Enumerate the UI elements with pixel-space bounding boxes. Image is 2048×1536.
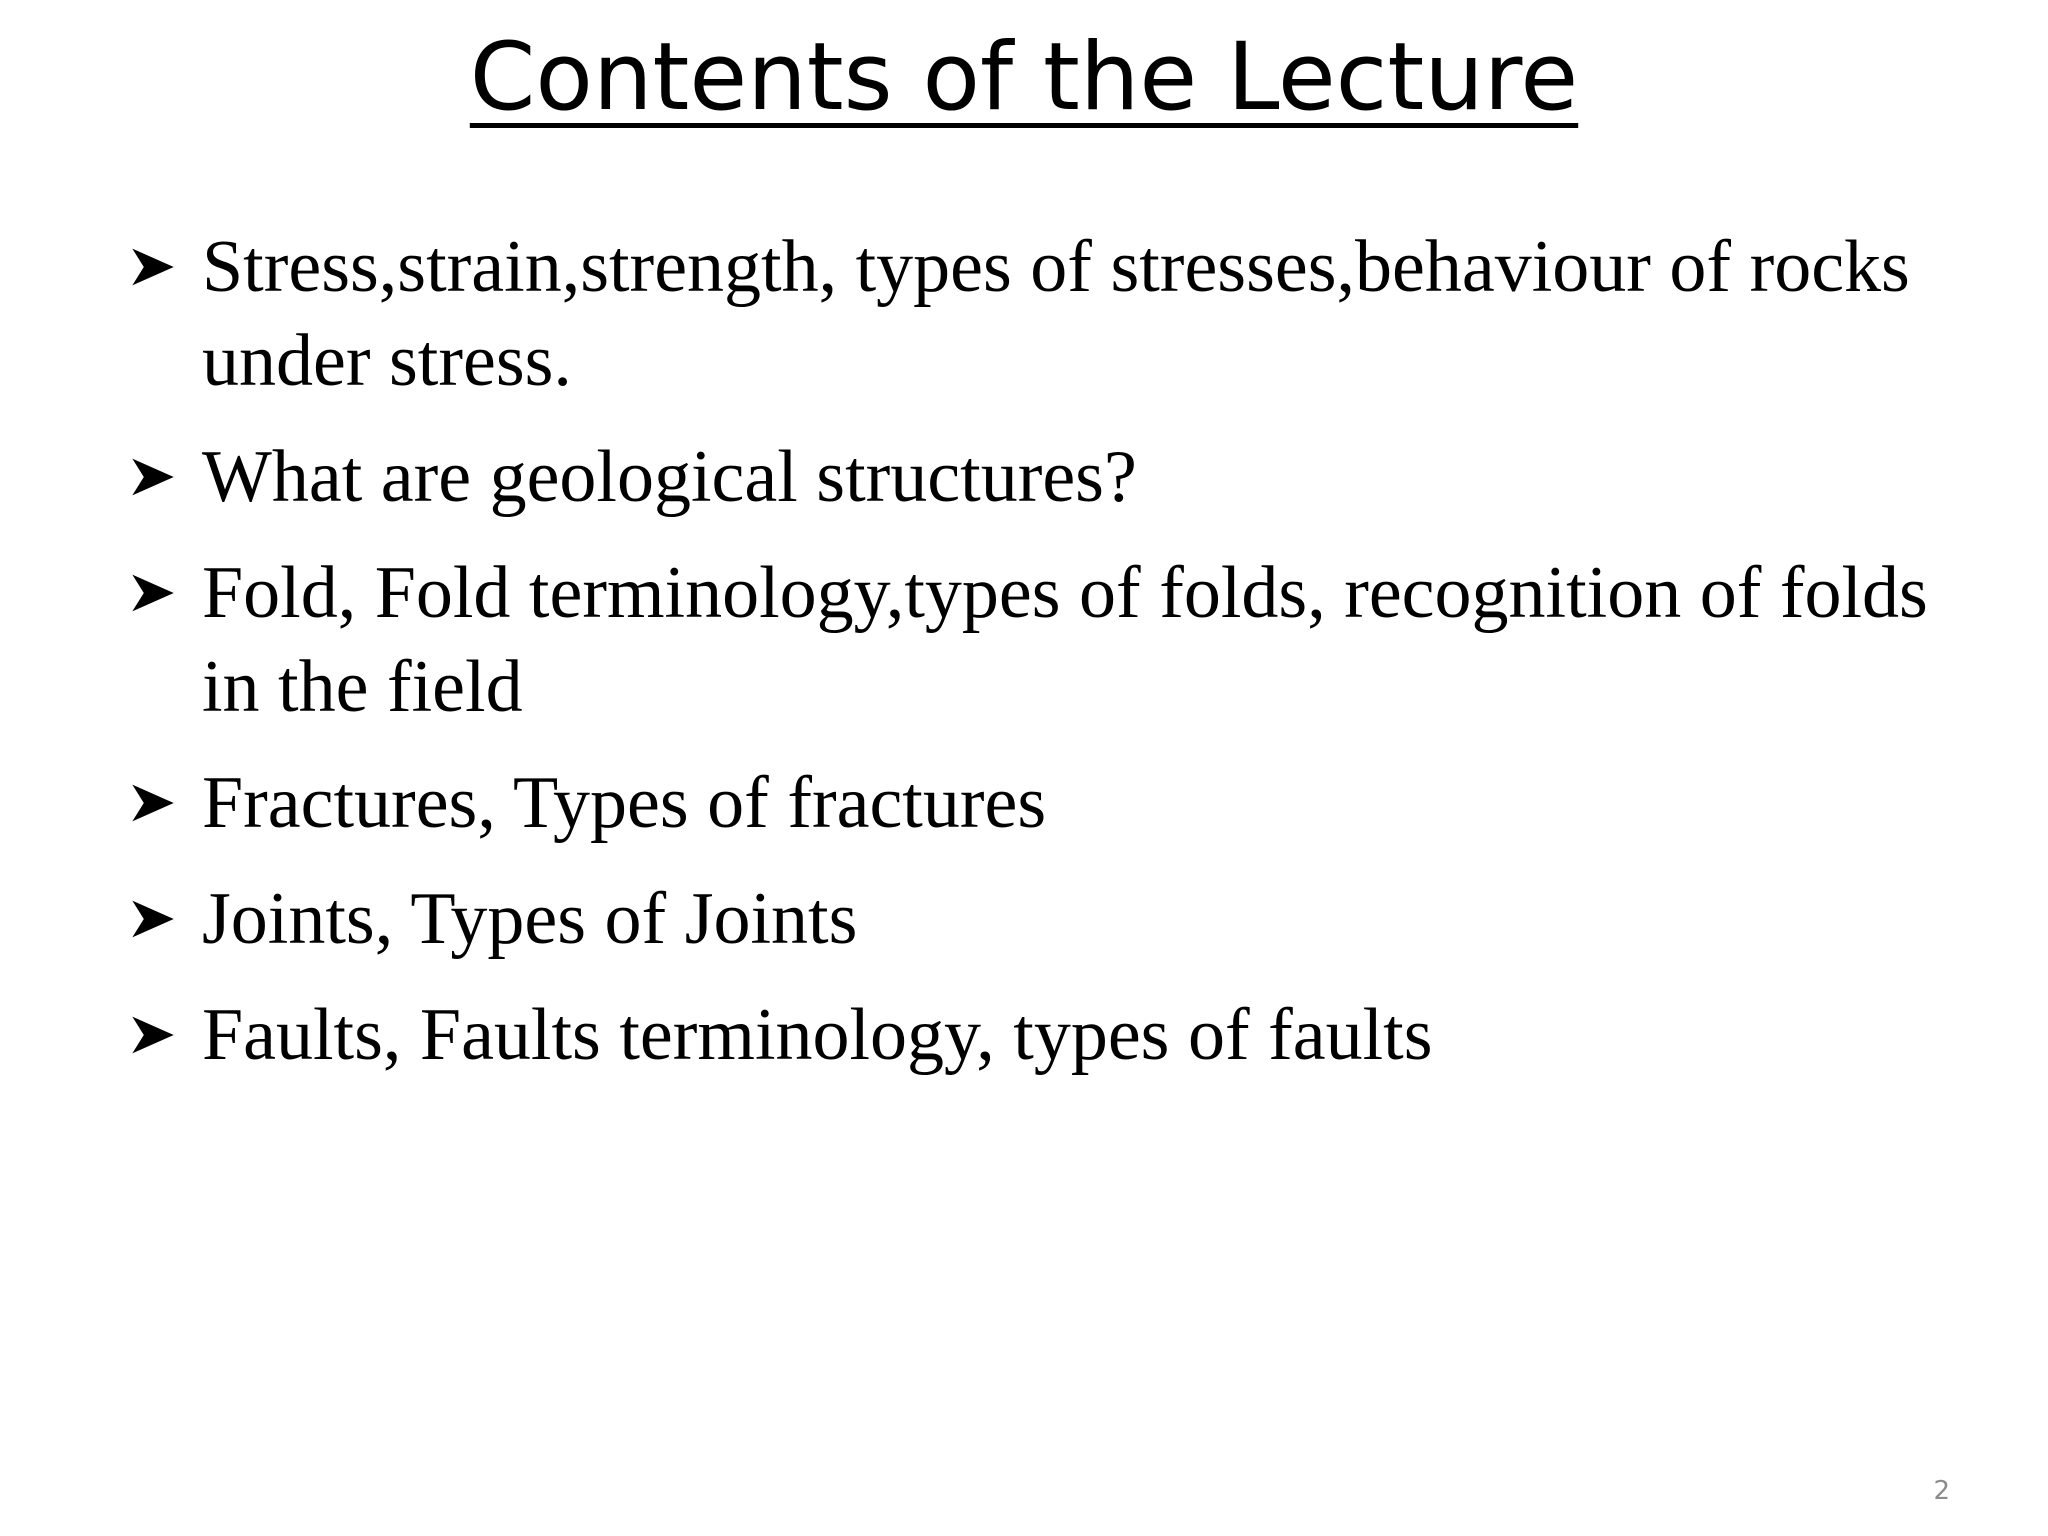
bullet-item-geological-structures	[130, 430, 1980, 524]
bullet-text: Fold, Fold terminology,types of folds, recognition of folds in the field	[202, 552, 1928, 728]
bullet-item-faults	[130, 988, 1980, 1082]
arrowhead-bullet-icon	[130, 872, 202, 966]
bullet-text: Joints, Types of Joints	[202, 878, 858, 960]
arrowhead-bullet-icon	[130, 430, 202, 524]
arrowhead-bullet-icon	[130, 756, 202, 850]
page-number: 2	[1933, 1476, 1950, 1506]
bullet-item-joints	[130, 872, 1980, 966]
arrowhead-bullet-icon	[130, 546, 202, 640]
bullet-item-folds	[130, 546, 1980, 734]
arrowhead-bullet-icon	[130, 220, 202, 314]
bullet-item-stress	[130, 220, 1980, 408]
bullet-text: Fractures, Types of fractures	[202, 762, 1047, 844]
bullet-text: Stress,strain,strength, types of stresses,behaviour of rocks under stress.	[202, 226, 1910, 402]
arrowhead-bullet-icon	[130, 988, 202, 1082]
bullet-text: What are geological structures?	[202, 436, 1137, 518]
bullet-text: Faults, Faults terminology, types of faults	[202, 994, 1433, 1076]
bullet-item-fractures	[130, 756, 1980, 850]
bullet-list	[130, 220, 1980, 1104]
slide-title: Contents of the Lecture	[469, 23, 1579, 132]
